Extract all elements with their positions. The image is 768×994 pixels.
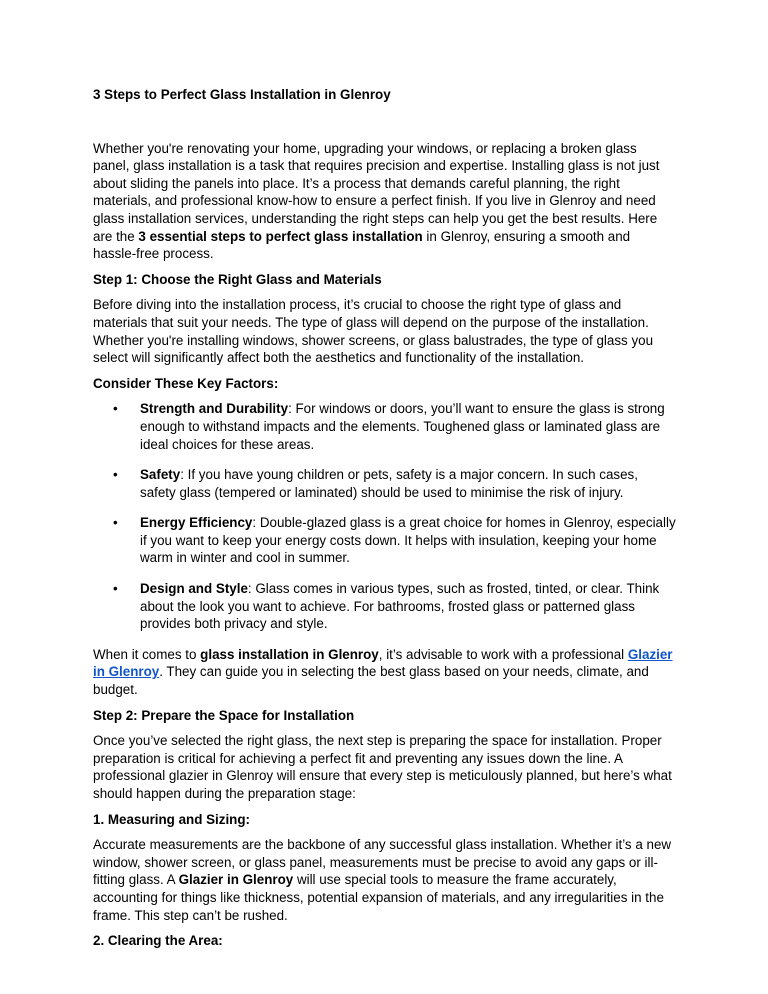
- closing-bold-text: glass installation in Glenroy: [200, 646, 379, 662]
- intro-text-2: in Glenroy, ensuring a smooth and hassle-free process.: [93, 228, 631, 262]
- list-item: [93, 514, 676, 567]
- list-item: [93, 466, 676, 501]
- step1-heading: Step 1: Choose the Right Glass and Materials: [93, 271, 382, 287]
- measuring-bold-text: Glazier in Glenroy: [178, 872, 294, 888]
- measuring-paragraph: [93, 836, 676, 924]
- factor-text: : If you have young children or pets, safety is a major concern. In such cases, safety glass (tempered or laminated) should be used to minimise the risk of injury.: [140, 467, 638, 500]
- list-item: [93, 580, 676, 633]
- step2-paragraph: Once you’ve selected the right glass, the next step is preparing the space for installation. Proper preparation is critical for achieving a perfect fit and preventing any issues down the line. A professional glazier in Glenroy will ensure that every step is meticulously planned, but here’s what should happen during the preparation stage:: [93, 733, 672, 801]
- measuring-text-2: will use special tools to measure the frame accurately, accounting for things like thickness, potential expansion of materials, and any irregularities in the frame. This step can’t be rushed.: [93, 872, 664, 923]
- measuring-text-1: Accurate measurements are the backbone of any successful glass installation. Whether it’s a new window, shower screen, or glass panel, measurements must be precise to avoid any gaps or ill-fitting glass. A: [93, 837, 672, 888]
- bullet-icon: •: [113, 467, 118, 483]
- factor-term: Energy Efficiency: [140, 515, 253, 531]
- step1-closing-paragraph: [93, 646, 676, 699]
- bullet-icon: •: [113, 401, 118, 417]
- list-item: [93, 400, 676, 453]
- factor-text: : Glass comes in various types, such as frosted, tinted, or clear. Think about the look you want to achieve. For bathrooms, frosted glass or patterned glass provides both privacy and style.: [140, 581, 660, 632]
- factors-heading: Consider These Key Factors:: [93, 375, 279, 391]
- factor-term: Safety: [140, 467, 181, 483]
- step1-paragraph: Before diving into the installation process, it’s crucial to choose the right type of glass and materials that suit your needs. The type of glass will depend on the purpose of the installation. Whether you're installing windows, shower screens, or glass balustrades, the type of glass you select will significantly affect both the aesthetics and functionality of the installation.: [93, 297, 654, 366]
- measuring-heading: 1. Measuring and Sizing:: [93, 811, 250, 827]
- factor-text: : For windows or doors, you’ll want to ensure the glass is strong enough to withstand impacts and the elements. Toughened glass or laminated glass are ideal choices for these areas.: [140, 401, 665, 452]
- closing-text-1: When it comes to: [93, 646, 201, 662]
- bullet-icon: •: [113, 515, 118, 531]
- bullet-icon: •: [113, 581, 118, 597]
- clearing-heading: 2. Clearing the Area:: [93, 933, 223, 949]
- glazier-link[interactable]: Glazier in Glenroy: [93, 646, 673, 680]
- closing-text-2: , it’s advisable to work with a professional: [378, 646, 628, 662]
- intro-bold-text: 3 essential steps to perfect glass installation: [138, 228, 423, 244]
- factor-term: Design and Style: [140, 581, 248, 597]
- intro-text-1: Whether you're renovating your home, upgrading your windows, or replacing a broken glass panel, glass installation is a task that requires precision and expertise. Installing glass is not just about sliding the panels into place. It’s a process that demands careful planning, the right materials, and professional know-how to ensure a perfect finish. If you live in Glenroy and need glass installation services, understanding the right steps can help you get the best results. Here are the: [93, 140, 660, 244]
- factor-text: : Double-glazed glass is a great choice for homes in Glenroy, especially if you want to keep your energy costs down. It helps with insulation, keeping your home warm in winter and cool in summer.: [140, 515, 676, 566]
- intro-paragraph: [93, 140, 676, 263]
- document-title: 3 Steps to Perfect Glass Installation in Glenroy: [93, 87, 391, 102]
- factors-list: [93, 400, 676, 633]
- closing-text-3: . They can guide you in selecting the best glass based on your needs, climate, and budget.: [93, 664, 649, 698]
- step2-heading: Step 2: Prepare the Space for Installation: [93, 707, 355, 723]
- factor-term: Strength and Durability: [140, 401, 289, 417]
